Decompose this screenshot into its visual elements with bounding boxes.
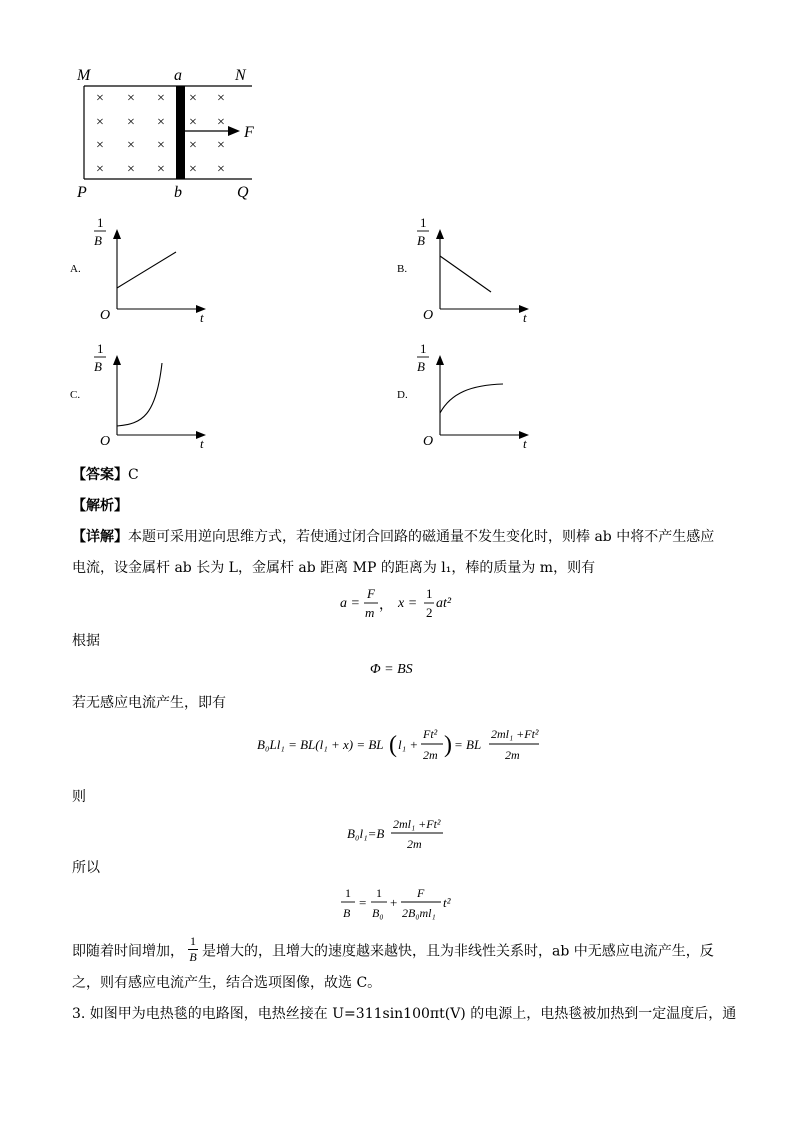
svg-text:x =: x = bbox=[398, 596, 418, 611]
origin-label: O bbox=[100, 434, 111, 449]
equation-5 bbox=[335, 880, 465, 926]
svg-text:(: ( bbox=[389, 732, 397, 758]
svg-text:at²: at² bbox=[436, 596, 452, 611]
curve-b bbox=[440, 256, 491, 292]
axes-c bbox=[94, 341, 206, 450]
y-label-num: 1 bbox=[97, 215, 104, 230]
x-label: t bbox=[523, 310, 527, 324]
svg-text:2m: 2m bbox=[407, 837, 422, 851]
detail-text-1: 本题可采用逆向思维方式，若使通过闭合回路的磁通量不发生变化时，则棒 ab 中将不产生感应 bbox=[128, 529, 715, 545]
text-ruo: 若无感应电流产生，即有 bbox=[72, 695, 226, 711]
force-arrow bbox=[228, 126, 240, 136]
detail-tag: 【详解】 bbox=[72, 529, 128, 545]
svg-text:t²: t² bbox=[443, 895, 451, 910]
svg-text:1: 1 bbox=[345, 886, 351, 900]
metal-rod bbox=[176, 86, 185, 179]
curve-c bbox=[117, 363, 162, 426]
svg-text:B₀Ll₁ = BL(l₁ + x) = BL: B₀Ll₁ = BL(l₁ + x) = BL bbox=[257, 737, 384, 752]
y-label-num: 1 bbox=[97, 341, 104, 356]
svg-text:= BL: = BL bbox=[454, 737, 482, 752]
y-label-den: B bbox=[417, 233, 425, 248]
field-cross: × bbox=[217, 162, 225, 177]
label-b: b bbox=[174, 184, 182, 201]
option-b-label: B. bbox=[397, 263, 408, 275]
axes-d bbox=[417, 341, 529, 450]
svg-text:+: + bbox=[390, 895, 398, 910]
field-cross: × bbox=[157, 115, 165, 130]
field-cross: × bbox=[189, 162, 197, 177]
svg-text:F: F bbox=[417, 886, 425, 900]
svg-text:，: ， bbox=[379, 598, 393, 613]
label-F: F bbox=[244, 124, 254, 141]
svg-text:2: 2 bbox=[426, 605, 433, 620]
magnetic-field-crosses bbox=[96, 91, 225, 177]
svg-text:2m: 2m bbox=[423, 748, 438, 762]
origin-label: O bbox=[423, 308, 434, 323]
detail-line-1 bbox=[72, 526, 714, 546]
equation-1 bbox=[330, 582, 480, 624]
option-a-label: A. bbox=[70, 263, 81, 275]
detail-line-2: 电流，设金属杆 ab 长为 L，金属杆 ab 距离 MP 的距离为 l₁，棒的质量为 m，则有 bbox=[72, 560, 596, 576]
axes-b bbox=[417, 215, 529, 324]
curve-d bbox=[440, 384, 503, 413]
field-cross: × bbox=[217, 91, 225, 106]
field-cross: × bbox=[189, 91, 197, 106]
y-label-den: B bbox=[417, 359, 425, 374]
field-cross: × bbox=[127, 91, 135, 106]
analysis-tag: 【解析】 bbox=[72, 498, 128, 514]
x-label: t bbox=[523, 436, 527, 450]
field-cross: × bbox=[127, 138, 135, 153]
text-suoyi: 所以 bbox=[72, 860, 100, 876]
svg-text:2ml₁ +Ft²: 2ml₁ +Ft² bbox=[393, 817, 441, 831]
inline-fraction: $\frac{1}{B}$ bbox=[189, 934, 197, 964]
x-label: t bbox=[200, 310, 204, 324]
y-axis-arrow bbox=[113, 229, 121, 239]
option-c-graph bbox=[90, 338, 220, 450]
field-cross: × bbox=[189, 115, 197, 130]
label-M: M bbox=[77, 67, 91, 84]
origin-label: O bbox=[423, 434, 434, 449]
svg-text:1: 1 bbox=[376, 886, 382, 900]
svg-text:1: 1 bbox=[426, 586, 433, 601]
svg-text:l₁ +: l₁ + bbox=[398, 737, 419, 752]
y-axis-arrow bbox=[113, 355, 121, 365]
equation-2: Φ = BS bbox=[370, 662, 413, 677]
field-cross: × bbox=[217, 138, 225, 153]
y-label-den: B bbox=[94, 359, 102, 374]
rail-figure bbox=[70, 60, 270, 205]
conclusion-line-1: 即随着时间增加， $\frac{1}{B}$ 是增大的，且增大的速度越来越快，且为非线性关系时，ab 中无感应电流产生，反 bbox=[72, 934, 714, 964]
svg-text:2B₀ml₁: 2B₀ml₁ bbox=[402, 906, 436, 920]
svg-text:a =: a = bbox=[340, 596, 360, 611]
svg-text:B₀l₁=B: B₀l₁=B bbox=[347, 826, 385, 841]
field-cross: × bbox=[157, 138, 165, 153]
field-cross: × bbox=[96, 115, 104, 130]
y-axis-arrow bbox=[436, 229, 444, 239]
field-cross: × bbox=[217, 115, 225, 130]
label-N: N bbox=[235, 67, 246, 84]
svg-text:2ml₁ +Ft²: 2ml₁ +Ft² bbox=[491, 727, 539, 741]
label-P: P bbox=[77, 184, 87, 201]
origin-label: O bbox=[100, 308, 111, 323]
text-ze: 则 bbox=[72, 789, 86, 805]
equation-3 bbox=[255, 722, 545, 768]
option-b-graph bbox=[413, 212, 543, 324]
y-label-num: 1 bbox=[420, 215, 427, 230]
svg-text:Ft²: Ft² bbox=[423, 727, 438, 741]
field-cross: × bbox=[96, 162, 104, 177]
conclusion-line-2: 之，则有感应电流产生，结合选项图像，故选 C。 bbox=[72, 975, 382, 991]
equation-4 bbox=[345, 812, 455, 856]
axes-a bbox=[94, 215, 206, 324]
svg-text:=: = bbox=[359, 895, 367, 910]
field-cross: × bbox=[96, 138, 104, 153]
svg-text:2m: 2m bbox=[505, 748, 520, 762]
svg-text:): ) bbox=[444, 732, 452, 758]
label-Q: Q bbox=[237, 184, 249, 201]
answer-value: C bbox=[128, 467, 139, 483]
option-a-graph bbox=[90, 212, 220, 324]
x-label: t bbox=[200, 436, 204, 450]
label-a: a bbox=[174, 67, 182, 84]
field-cross: × bbox=[127, 162, 135, 177]
svg-text:B₀: B₀ bbox=[372, 906, 384, 920]
answer-tag: 【答案】 bbox=[72, 467, 128, 483]
svg-text:B: B bbox=[343, 906, 351, 920]
y-label-num: 1 bbox=[420, 341, 427, 356]
option-d-label: D. bbox=[397, 389, 408, 401]
answer-line bbox=[72, 464, 139, 484]
svg-text:m: m bbox=[365, 605, 375, 620]
y-axis-arrow bbox=[436, 355, 444, 365]
field-cross: × bbox=[127, 115, 135, 130]
text-genju: 根据 bbox=[72, 633, 100, 649]
field-cross: × bbox=[189, 138, 197, 153]
question-3: 3. 如图甲为电热毯的电路图，电热丝接在 U=311sin100πt(V) 的电源上，电热毯被加热到一定温度后，通 bbox=[72, 1006, 737, 1022]
option-d-graph bbox=[413, 338, 543, 450]
field-cross: × bbox=[96, 91, 104, 106]
field-cross: × bbox=[157, 91, 165, 106]
y-label-den: B bbox=[94, 233, 102, 248]
option-c-label: C. bbox=[70, 389, 81, 401]
curve-a bbox=[117, 252, 176, 288]
svg-text:F: F bbox=[367, 586, 375, 601]
field-cross: × bbox=[157, 162, 165, 177]
